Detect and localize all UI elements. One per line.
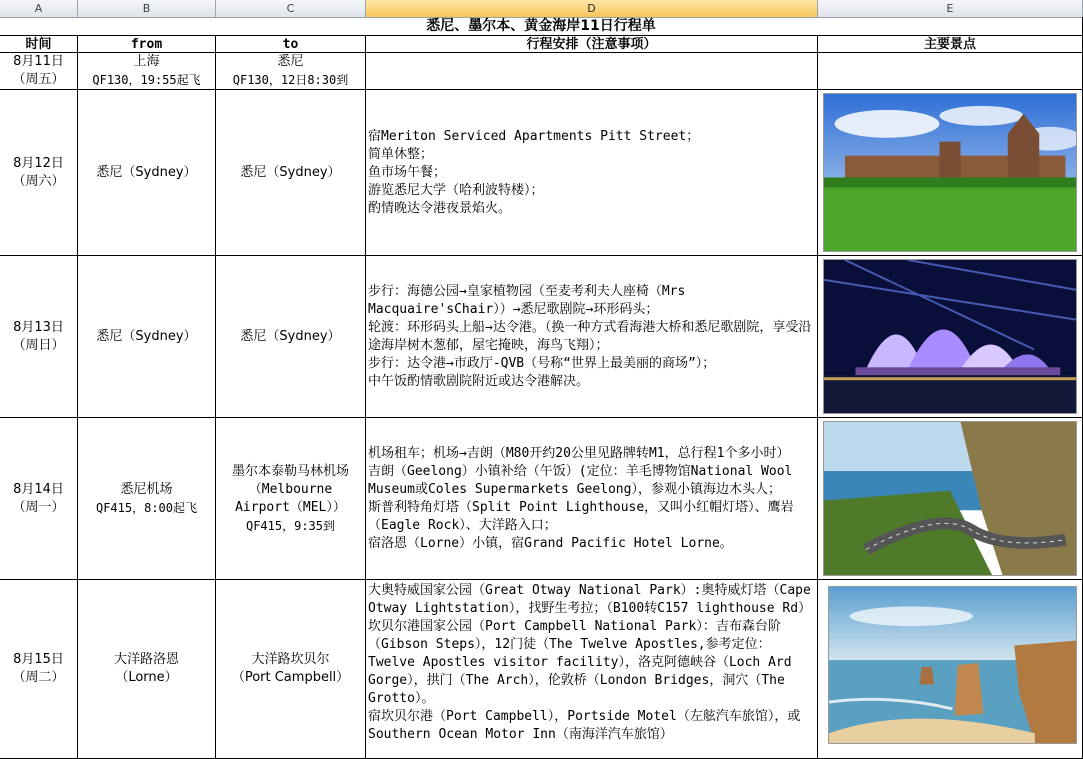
header-time[interactable]: 时间 — [0, 36, 78, 53]
date-label: 8月12日 — [13, 155, 64, 171]
table-row-to[interactable] — [216, 90, 366, 256]
table-row-plan[interactable] — [366, 53, 818, 90]
table-row-sights[interactable] — [818, 53, 1083, 90]
plan-text: 机场租车；机场→吉朗（M80开约20公里见路牌转M1，总行程1个多小时） 吉朗（Geelong）小镇补给（午饭）(定位：羊毛博物馆National Wool Museum或Coles Supermarkets Geelong），参观小镇海边木头人； 斯普利特角灯塔（Split Point Lighthouse，又叫小红帽灯塔）、鹰岩（Eagle Rock）、大洋路入口； 宿洛恩（Lorne）小镇，宿Grand Pacific Hotel Lorne。 — [368, 445, 794, 551]
to-city: 悉尼（Sydney） — [240, 328, 341, 344]
from-detail: （Lorne） — [115, 670, 178, 685]
date-label: 8月15日 — [13, 652, 64, 667]
weekday-label: （周五） — [12, 72, 65, 87]
header-from[interactable]: from — [78, 36, 216, 53]
date-label: 8月11日 — [13, 54, 64, 69]
table-row-to[interactable] — [216, 418, 366, 580]
to-detail: QF130，12日8:30到 — [232, 73, 349, 87]
plan-text: 步行：海德公园→皇家植物园（至麦考利夫人座椅（Mrs Macquaire'sChair））→悉尼歌剧院→环形码头； 轮渡：环形码头上船→达令港。（换一种方式看海港大桥和悉尼歌剧院，享受沿途海岸树木葱郁，屋宅掩映，海鸟飞翔）； 步行：达令港→市政厅-QVB（号称“世界上最美丽的商场”）； 中午饭酌情歌剧院附近或达令港解决。 — [368, 283, 812, 389]
table-row-from[interactable] — [78, 90, 216, 256]
column-header-c[interactable]: C — [216, 0, 366, 17]
table-row-from[interactable] — [78, 256, 216, 418]
to-city: 悉尼 — [277, 54, 304, 69]
table-row-sights[interactable] — [818, 256, 1083, 418]
table-row-sights[interactable] — [818, 418, 1083, 580]
table-row-plan[interactable] — [366, 256, 818, 418]
from-detail: QF415，8:00起飞 — [95, 500, 198, 515]
column-header-bar — [0, 0, 1083, 18]
from-detail: QF130，19:55起飞 — [92, 73, 201, 87]
column-header-a[interactable]: A — [0, 0, 78, 17]
table-row-plan[interactable] — [366, 580, 818, 759]
column-header-b[interactable]: B — [78, 0, 216, 17]
from-city: 悉尼（Sydney） — [96, 328, 197, 344]
to-city: 墨尔本泰勒马林机场（Melbourne Airport（MEL）） — [231, 463, 349, 515]
to-city: 悉尼（Sydney） — [240, 164, 341, 180]
table-row-date[interactable] — [0, 418, 78, 580]
to-detail: （Port Campbell） — [231, 670, 350, 685]
table-row-sights[interactable] — [818, 90, 1083, 256]
date-label: 8月14日 — [13, 481, 64, 497]
to-detail: QF415，9:35到 — [245, 518, 336, 533]
table-row-date[interactable] — [0, 256, 78, 418]
table-row-date[interactable] — [0, 580, 78, 759]
from-city: 大洋路洛恩 — [113, 652, 179, 667]
from-city: 悉尼（Sydney） — [96, 164, 197, 180]
from-city: 悉尼机场 — [120, 481, 173, 497]
weekday-label: （周二） — [12, 670, 65, 685]
weekday-label: （周六） — [12, 173, 65, 189]
table-row-from[interactable] — [78, 53, 216, 90]
sydney-university-photo — [823, 93, 1077, 252]
to-city: 大洋路坎贝尔 — [251, 652, 330, 667]
column-header-d[interactable]: D — [366, 0, 818, 17]
weekday-label: （周日） — [12, 337, 65, 353]
table-row-to[interactable] — [216, 256, 366, 418]
header-plan[interactable]: 行程安排（注意事项） — [366, 36, 818, 53]
sydney-opera-house-photo — [823, 259, 1077, 414]
table-row-from[interactable] — [78, 580, 216, 759]
column-header-e[interactable]: E — [818, 0, 1083, 17]
header-to[interactable]: to — [216, 36, 366, 53]
table-row-sights[interactable] — [818, 580, 1083, 759]
plan-text: 大奥特威国家公园（Great Otway National Park）:奥特威灯塔（Cape Otway Lightstation），找野生考拉；（B100转C157 lighthouse Rd） 坎贝尔港国家公园（Port Campbell National Park）：吉布森台阶（Gibson Steps），12门徒（The Twelve Apostles,参考定位：Twelve Apostles visitor facility），洛克阿德峡谷（Loch Ard Gorge），拱门（The Arch），伦敦桥（London Bridges，洞穴（The Grotto）。 宿坎贝尔港（Port Campbell），Portside Motel（左舷汽车旅馆），或Southern Ocean Motor Inn（南海洋汽车旅馆） — [368, 583, 812, 742]
table-row-plan[interactable] — [366, 418, 818, 580]
date-label: 8月13日 — [13, 319, 64, 335]
table-row-to[interactable] — [216, 580, 366, 759]
table-row-date[interactable] — [0, 90, 78, 256]
sheet-title[interactable]: 悉尼、墨尔本、黄金海岸11日行程单 — [0, 17, 1083, 36]
table-row-to[interactable] — [216, 53, 366, 90]
great-ocean-road-photo — [823, 421, 1077, 576]
plan-text: 宿Meriton Serviced Apartments Pitt Street； 简单休整； 鱼市场午餐； 游览悉尼大学（哈利波特楼）； 酌情晚达令港夜景焰火。 — [368, 128, 700, 216]
table-row-from[interactable] — [78, 418, 216, 580]
twelve-apostles-photo — [828, 586, 1077, 744]
weekday-label: （周一） — [12, 499, 65, 515]
from-city: 上海 — [133, 54, 160, 69]
header-sights[interactable]: 主要景点 — [818, 36, 1083, 53]
table-row-plan[interactable] — [366, 90, 818, 256]
table-row-date[interactable] — [0, 53, 78, 90]
